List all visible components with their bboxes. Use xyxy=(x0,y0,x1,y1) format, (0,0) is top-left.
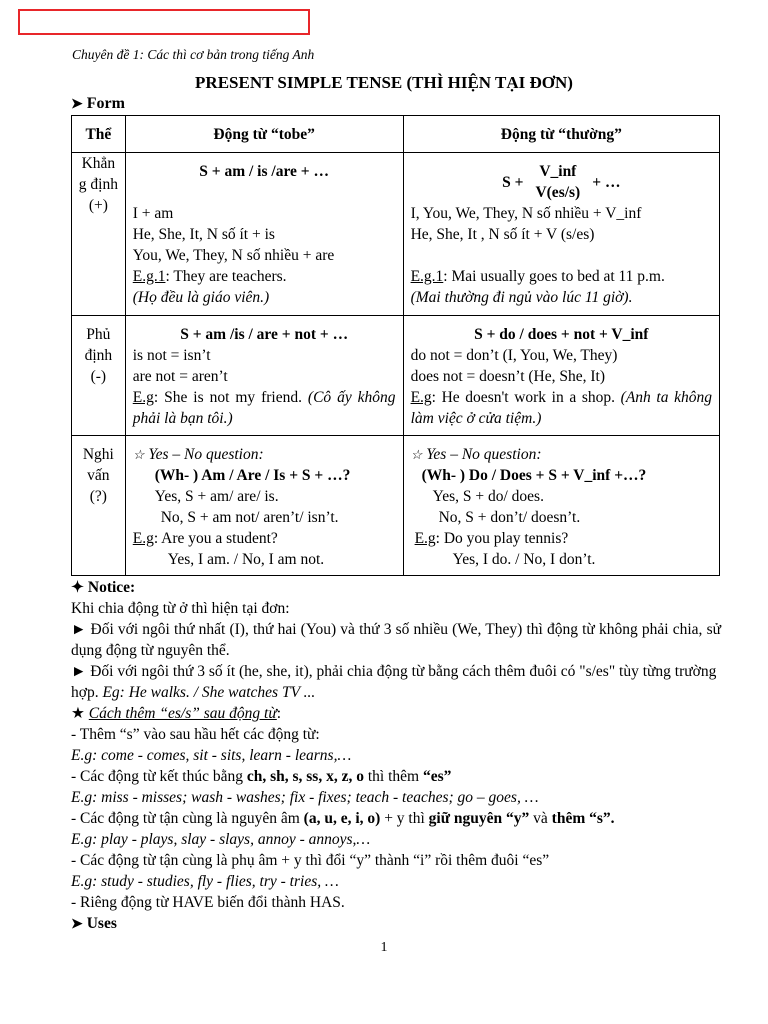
verb-negative-example: E.g: He doesn't work in a shop. (Anh ta không làm việc ở cửa tiệm.) xyxy=(410,389,712,427)
question-tobe-cell: ☆ Yes – No question: (Wh- ) Am / Are / Is + S + …? Yes, S + am/ are/ is. No, S + am not/ aren’t/ isn’t. E.g: Are you a student? Yes, I am. / No, I am not. xyxy=(125,436,403,576)
verb-affirmative-formula: S + V_inf V(es/s) + … xyxy=(502,163,621,201)
right-triangle-icon: ► xyxy=(71,663,87,680)
tense-table xyxy=(71,115,720,576)
negative-label: Phủ định (-) xyxy=(72,316,126,436)
negative-tobe-cell: S + am /is / are + not + … is not = isn’t are not = aren’t E.g: She is not my friend. (Cô ấy không phải là bạn tôi.) xyxy=(125,316,403,436)
right-triangle-icon: ► xyxy=(71,621,87,638)
four-point-star-icon: ✦ xyxy=(71,579,84,596)
table-header-row xyxy=(72,116,720,153)
tobe-question-formula: (Wh- ) Am / Are / Is + S + …? xyxy=(154,467,351,484)
tobe-negative-formula: S + am /is / are + not + … xyxy=(180,326,349,343)
affirmative-verb-cell: S + V_inf V(es/s) + … I, You, We, They, N số nhiều + V_inf He, She, It , N số ít + V (s/es) E.g.1: Mai usually goes to bed at 11 p.m. (Mai thường đi ngủ vào lúc 11 giờ). xyxy=(403,153,719,316)
tobe-affirmative-formula: S + am / is /are + … xyxy=(199,163,330,180)
verb-question-example: E.g: Do you play tennis? xyxy=(414,530,569,547)
header-form: Thể xyxy=(72,116,126,153)
form-heading: ➤ Form xyxy=(71,95,125,112)
affirmative-label: Khẳn g định (+) xyxy=(72,153,126,316)
arrowhead-icon: ➤ xyxy=(71,917,83,932)
table-row-negative xyxy=(72,316,720,436)
verb-question-formula: (Wh- ) Do / Does + S + V_inf +…? xyxy=(421,467,647,484)
page-title: PRESENT SIMPLE TENSE (THÌ HIỆN TẠI ĐƠN) xyxy=(195,73,573,92)
header-tobe: Động từ “tobe” xyxy=(125,116,403,153)
tobe-affirmative-example: E.g.1: They are teachers. xyxy=(132,268,287,285)
affirmative-tobe-cell: S + am / is /are + … I + am He, She, It, N số ít + is You, We, They, N số nhiều + are E.g.1: They are teachers. (Họ đều là giáo viên.) xyxy=(125,153,403,316)
question-label: Nghi vấn (?) xyxy=(72,436,126,576)
star-icon: ★ xyxy=(71,705,85,722)
page-number: 1 xyxy=(380,940,388,955)
star-outline-icon: ☆ xyxy=(132,447,145,462)
notice-section: ✦ Notice: Khi chia động từ ở thì hiện tại đơn: ► Đối với ngôi thứ nhất (I), thứ hai (You) và thứ 3 số nhiều (We, They) thì động từ không phải chia, sử dụng động từ nguyên thể. ► Đối với ngôi thứ 3 số ít (he, she, it), phải chia động từ bằng cách thêm đuôi có "s/es" tùy từng trường hợp. Eg: He walks. / She watches TV ... ★ Cách thêm “es/s” sau động từ: - Thêm “s” vào sau hầu hết các động từ: E.g: come - comes, sit - sits, learn - learns,… - Các động từ kết thúc bằng ch, sh, s, ss, x, z, o thì thêm “es” E.g: miss - misses; wash - washes; fix - fixes; teach - teaches; go – goes, … - Các động từ tận cùng là nguyên âm (a, u, e, i, o) + y thì giữ nguyên “y” và thêm “s”. E.g: play - plays, slay - slays, annoy - annoys,… - Các động từ tận cùng là phụ âm + y thì đổi “y” thành “i” rồi thêm đuôi “es” E.g: study - studies, fly - flies, try - tries, … - Riêng động từ HAVE biến đổi thành HAS. ➤ Uses xyxy=(71,577,721,935)
question-verb-cell: ☆ Yes – No question: (Wh- ) Do / Does + S + V_inf +…? Yes, S + do/ does. No, S + don’t/ doesn’t. E.g: Do you play tennis? Yes, I do. / No, I don’t. xyxy=(403,436,719,576)
verb-negative-formula: S + do / does + not + V_inf xyxy=(474,326,649,343)
arrowhead-icon: ➤ xyxy=(71,97,83,112)
notice-heading: ✦ Notice: xyxy=(71,579,136,596)
notice-rule-2: ► Đối với ngôi thứ 3 số ít (he, she, it), phải chia động từ bằng cách thêm đuôi có "s/es" tùy từng trường hợp. Eg: He walks. / She watches TV ... xyxy=(71,663,717,701)
negative-verb-cell: S + do / does + not + V_inf do not = don’t (I, You, We, They) does not = doesn’t (He, She, It) E.g: He doesn't work in a shop. (Anh ta không làm việc ở cửa tiệm.) xyxy=(403,316,719,436)
verb-affirmative-example: E.g.1: Mai usually goes to bed at 11 p.m. xyxy=(410,268,665,285)
page-header: Chuyên đề 1: Các thì cơ bản trong tiếng Anh xyxy=(72,47,315,62)
how-to-add-es-heading: ★ Cách thêm “es/s” sau động từ: xyxy=(71,705,282,722)
tobe-negative-example: E.g: She is not my friend. (Cô ấy không phải là bạn tôi.) xyxy=(132,389,396,427)
header-ordinary-verb: Động từ “thường” xyxy=(403,116,719,153)
table-row-question xyxy=(72,436,720,576)
tobe-question-example: E.g: Are you a student? xyxy=(132,530,278,547)
annotation-box xyxy=(18,9,310,35)
notice-rule-1: ► Đối với ngôi thứ nhất (I), thứ hai (You) và thứ 3 số nhiều (We, They) thì động từ không phải chia, sử dụng động từ nguyên thể. xyxy=(71,621,722,659)
uses-heading: ➤ Uses xyxy=(71,915,117,932)
table-row-affirmative xyxy=(72,153,720,316)
star-outline-icon: ☆ xyxy=(410,447,423,462)
